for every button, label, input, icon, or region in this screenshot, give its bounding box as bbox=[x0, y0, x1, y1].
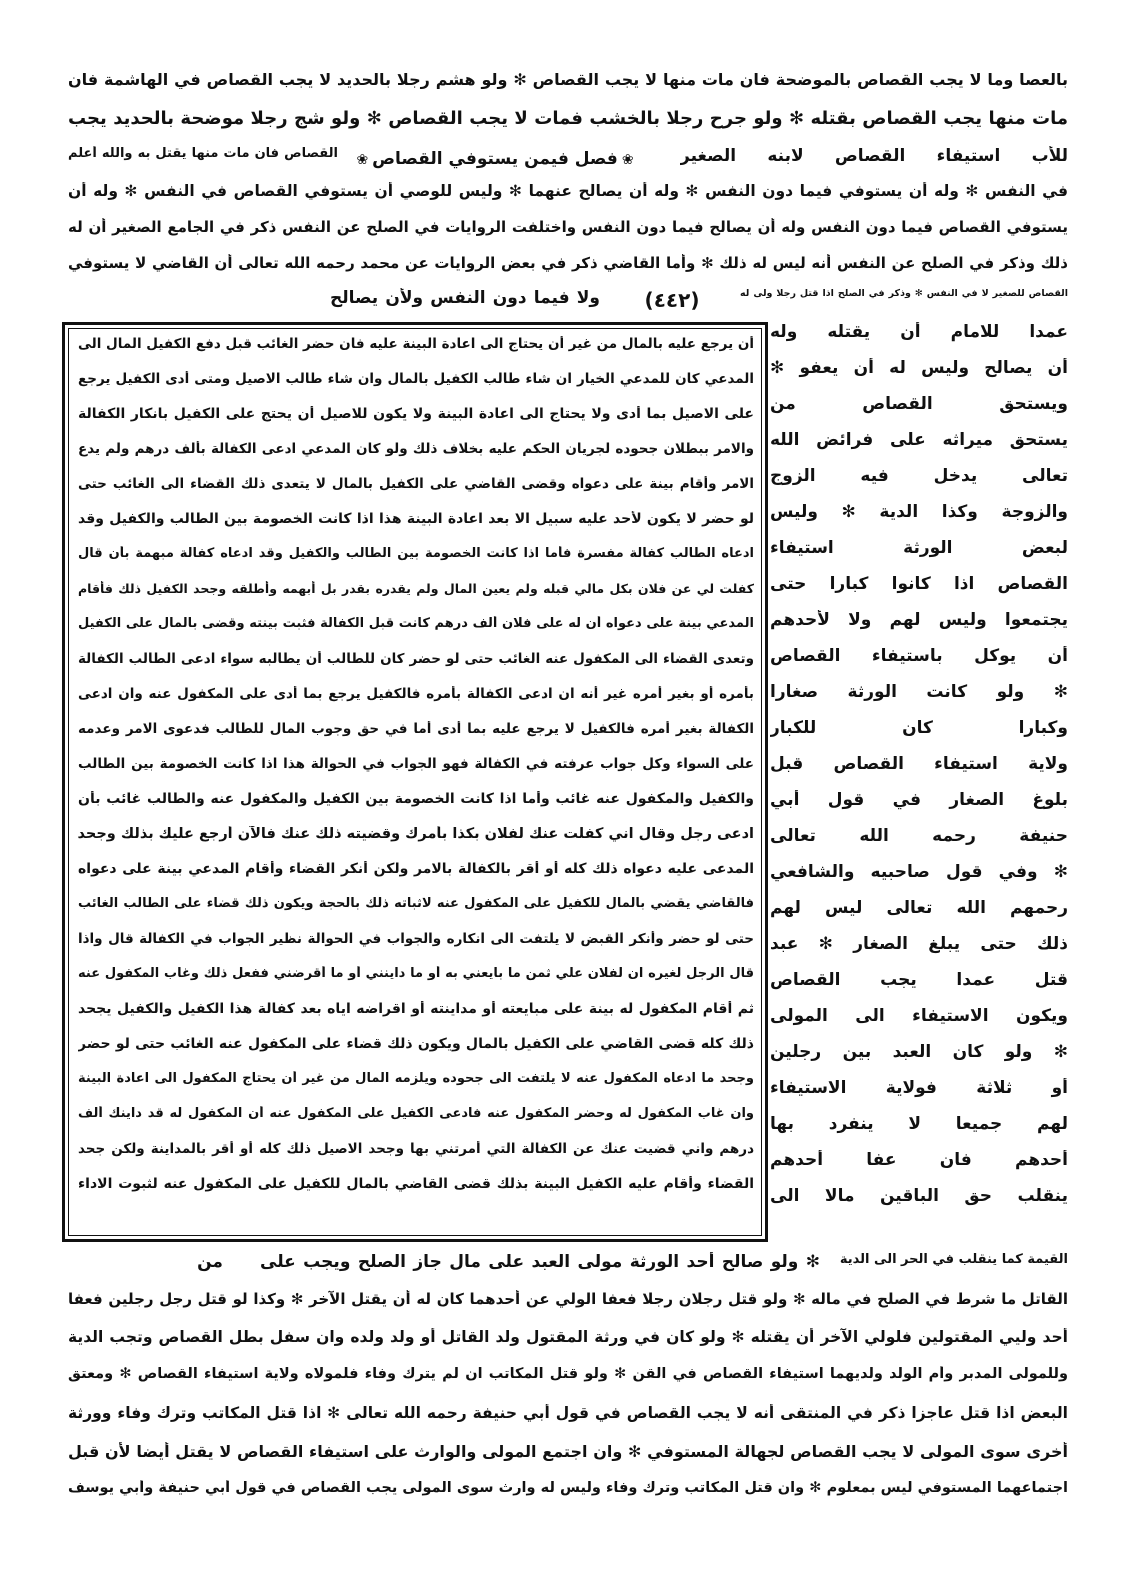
side-line: والزوجة وكذا الدية ✻ وليس bbox=[770, 502, 1068, 522]
box-line: حتى لو حضر وأنكر القبض لا يلتفت الى انكاره والجواب في الحوالة نظير الجواب في الكفالة قال واذا bbox=[78, 931, 754, 947]
box-line: أن يرجع عليه بالمال من غير أن يحتاج الى اعادة البينة عليه فان حضر الغائب قبل دفع الكفيل المال الى bbox=[78, 336, 754, 352]
box-line: على السواء وكل جواب عرفته في الكفالة فهو الجواب في الحوالة هذا اذا كانت الخصومة بين الطالب bbox=[78, 756, 754, 772]
side-line: تعالى يدخل فيه الزوج bbox=[770, 466, 1068, 486]
text-line: مات منها يجب القصاص بقتله ✻ ولو جرح رجلا بالخشب فمات لا يجب القصاص ✻ ولو شج رجلا موضحة بالحديد يجب bbox=[68, 108, 1068, 129]
page-number: (٤٤٢) bbox=[644, 288, 700, 312]
box-line: المدعى عليه دعواه ذلك كله أو أقر بالكفالة بالامر ولكن أنكر القضاء وأقام المدعي بينة على دعواه bbox=[78, 861, 754, 877]
text-line: القاتل ما شرط في الصلح في ماله ✻ ولو قتل رجلان رجلا فعفا الولي عن أحدهما كان له أن يقتل الآخر ✻ وكذا لو قتل رجل رجلين فعفا bbox=[68, 1290, 1068, 1308]
box-line: قال الرجل لغيره ان لفلان علي ثمن ما بايعني به أو ما داينني أو ما أقرضني ففعل ذلك وغاب المكفول عنه bbox=[78, 966, 754, 981]
box-line: ادعى رجل وقال اني كفلت عنك لفلان بكذا بأمرك وقضيته ذلك عنك فالآن أرجع عليك بذلك وجحد bbox=[78, 826, 754, 842]
text-line: يستوفي القصاص فيما دون النفس وله أن يصالح فيما دون النفس واختلفت الروايات في الصلح عن النفس ذكر في الجامع الصغير أن له bbox=[68, 218, 1068, 236]
section-heading: ❀ فصل فيمن يستوفي القصاص ❀ bbox=[350, 146, 640, 172]
text-line: القصاص فان مات منها يقتل به والله أعلم bbox=[68, 146, 338, 161]
text-line: أحد وليي المقتولين فلولي الآخر أن يقتله ✻ ولو كان في ورثة المقتول ولد القاتل أو ولد ولده وان سفل بطل القصاص وتجب الدية bbox=[68, 1328, 1068, 1346]
box-line: فالقاضي يقضي بالمال للكفيل على المكفول عنه لاثباته ذلك بالحجة ويكون ذلك قضاء على الطالب الغائب bbox=[78, 896, 754, 911]
side-line: أحدهم فان عفا أحدهم bbox=[770, 1150, 1068, 1170]
commentary-box-inner-border bbox=[68, 328, 762, 1236]
side-line: رحمهم الله تعالى ليس لهم bbox=[770, 898, 1068, 918]
side-line: ✻ وفي قول صاحبيه والشافعي bbox=[770, 862, 1068, 882]
box-line: كفلت لي عن فلان بكل مالي قبله ولم يعين المال ولم يقدره بقدر بل أبهمه وأطلقه وجحد الكفيل ذلك فأقام bbox=[78, 581, 754, 596]
box-line: ثم أقام المكفول له بينة على مبايعته أو مداينته أو اقراضه اياه بعد كفالة هذا الكفيل والكفيل يجحد bbox=[78, 1001, 754, 1017]
side-line: وكبارا كان للكبار bbox=[770, 718, 1068, 738]
text-line: ولا فيما دون النفس ولأن يصالح bbox=[330, 288, 600, 308]
box-line: لو حضر لا يكون لأحد عليه سبيل الا بعد اعادة البينة هذا اذا كانت الخصومة بين الطالب والكفيل وقد bbox=[78, 511, 754, 527]
side-line: ✻ ولو كان العبد بين رجلين bbox=[770, 1042, 1068, 1062]
box-line: الامر وأقام بينة على دعواه وقضى القاضي على الكفيل بالمال لا يتعدى ذلك القضاء الى الغائب حتى bbox=[78, 476, 754, 492]
text-line: من bbox=[197, 1252, 223, 1272]
box-line: بأمره أو بغير أمره غير أنه ان ادعى الكفالة بأمره فالكفيل يرجع بما أدى على المكفول عنه وان ادعى bbox=[78, 686, 754, 702]
box-line: ادعاه الطالب كفالة مفسرة فأما اذا كانت الخصومة بين الطالب والكفيل وقد ادعاه كفالة مبهمة بأن قال bbox=[78, 546, 754, 561]
box-line: درهم واني قضيت عنك عن الكفالة التي أمرتني بها وجحد الاصيل ذلك كله أو أقر بالمداينة ولكن جحد bbox=[78, 1141, 754, 1157]
text-line: للأب استيفاء القصاص لابنه الصغير bbox=[680, 146, 1068, 166]
side-line: القصاص اذا كانوا كبارا حتى bbox=[770, 574, 1068, 594]
text-line: القصاص للصغير لا في النفس ✻ وذكر في الصلح اذا قتل رجلا ولى له bbox=[740, 288, 1068, 299]
box-line: وتعدى القضاء الى المكفول عنه الغائب حتى لو حضر كان للطالب أن يطالبه سواء ادعى الطالب الكفالة bbox=[78, 651, 754, 667]
side-line: قتل عمدا يجب القصاص bbox=[770, 970, 1068, 990]
text-line: وللمولى المدبر وأم الولد ولديهما استيفاء القصاص في القن ✻ ولو قتل المكاتب ان لم يترك وفاء فلمولاه ولاية استيفاء القصاص ✻ ومعتق bbox=[68, 1366, 1068, 1382]
text-line: القيمة كما ينقلب في الحر الى الدية bbox=[840, 1252, 1068, 1267]
box-line: الكفالة بغير أمره فالكفيل لا يرجع عليه بما أدى أما في حق وجوب المال للطالب فدعوى الامر وعدمه bbox=[78, 721, 754, 737]
box-line: ذلك كله قضى القاضي على الكفيل بالمال ويكون ذلك قضاء على المكفول عنه الغائب حتى لو حضر bbox=[78, 1036, 754, 1052]
side-line: لبعض الورثة استيفاء bbox=[770, 538, 1068, 558]
text-line: ✻ ولو صالح أحد الورثة مولى العبد على مال جاز الصلح ويجب على bbox=[260, 1252, 820, 1272]
text-line: أخرى سوى المولى لا يجب القصاص لجهالة المستوفي ✻ وان اجتمع المولى والوارث على استيفاء القصاص لا يقتل أيضا لأن قبل bbox=[68, 1442, 1068, 1461]
side-line: ويكون الاستيفاء الى المولى bbox=[770, 1006, 1068, 1026]
text-line: البعض اذا قتل عاجزا ذكر في المنتقى أنه لا يجب القصاص في قول أبي حنيفة رحمه الله تعالى ✻ اذا قتل المكاتب وترك وفاء وورثة bbox=[68, 1404, 1068, 1422]
side-line: أن يوكل باستيفاء القصاص bbox=[770, 646, 1068, 666]
box-line: والامر ببطلان جحوده لجريان الحكم عليه بخلاف ذلك ولو كان المدعي ادعى الكفالة بألف درهم ولم يدع bbox=[78, 441, 754, 457]
side-line: ينقلب حق الباقين مالا الى bbox=[770, 1186, 1068, 1206]
box-line: المدعي كان للمدعي الخيار ان شاء طالب الكفيل بالمال وان شاء طالب الاصيل ومتى أدى الكفيل يرجع bbox=[78, 371, 754, 387]
side-line: بلوغ الصغار في قول أبي bbox=[770, 790, 1068, 810]
side-line: لهم جميعا لا ينفرد بها bbox=[770, 1114, 1068, 1134]
side-line: أو ثلاثة فولاية الاستيفاء bbox=[770, 1078, 1068, 1098]
text-line: ذلك وذكر في الصلح عن النفس أنه ليس له ذلك ✻ وأما القاضي ذكر في بعض الروايات عن محمد رحمه الله تعالى أن القاضي لا يستوفي bbox=[68, 254, 1068, 272]
box-line: المدعي بينة على دعواه أن له على فلان ألف درهم كانت قبل الكفالة فثبت بينته وقضى بالمال على الكفيل bbox=[78, 616, 754, 631]
text-line: بالعصا وما لا يجب القصاص بالموضحة فان مات منها لا يجب القصاص ✻ ولو هشم رجلا بالحديد لا يجب القصاص في الهاشمة فان bbox=[68, 70, 1068, 89]
side-line: يجتمعوا وليس لهم ولا لأحدهم bbox=[770, 610, 1068, 630]
box-line: وان غاب المكفول له وحضر المكفول عنه فادعى الكفيل على المكفول عنه أن المكفول له قد داينك ألف bbox=[78, 1106, 754, 1121]
side-line: ✻ ولو كانت الورثة صغارا bbox=[770, 682, 1068, 702]
side-line: يستحق ميراثه على فرائض الله bbox=[770, 430, 1068, 450]
side-line: عمدا للامام أن يقتله وله bbox=[770, 322, 1068, 342]
box-line: والكفيل والمكفول عنه غائب وأما اذا كانت الخصومة بين الكفيل والمكفول عنه والطالب غائب بأن bbox=[78, 791, 754, 807]
box-line: وجحد ما ادعاه المكفول عنه لا يلتفت الى جحوده ويلزمه المال من غير أن يحتاج المكفول الى اعادة البينة bbox=[78, 1071, 754, 1086]
text-line: في النفس ✻ وله أن يستوفي فيما دون النفس ✻ وله أن يصالح عنهما ✻ وليس للوصي أن يستوفي القصاص في النفس ✻ وله أن bbox=[68, 182, 1068, 200]
side-line: ولاية استيفاء القصاص قبل bbox=[770, 754, 1068, 774]
side-line: ذلك حتى يبلغ الصغار ✻ عبد bbox=[770, 934, 1068, 954]
text-line: اجتماعهما المستوفي ليس بمعلوم ✻ وان قتل المكاتب وترك وفاء وليس له وارث سوى المولى يجب القصاص في قول أبي حنيفة وأبي يوسف bbox=[68, 1480, 1068, 1496]
box-line: على الاصيل بما أدى ولا يحتاج الى اعادة البينة ولا يكون للاصيل أن يحتج على الكفيل بانكار الكفالة bbox=[78, 406, 754, 422]
side-line: حنيفة رحمه الله تعالى bbox=[770, 826, 1068, 846]
box-line: القضاء وأقام عليه الكفيل البينة بذلك قضى القاضي بالمال للكفيل على المكفول عنه لثبوت الاداء bbox=[78, 1176, 754, 1192]
side-line: أن يصالح وليس له أن يعفو ✻ bbox=[770, 358, 1068, 378]
side-line: ويستحق القصاص من bbox=[770, 394, 1068, 414]
